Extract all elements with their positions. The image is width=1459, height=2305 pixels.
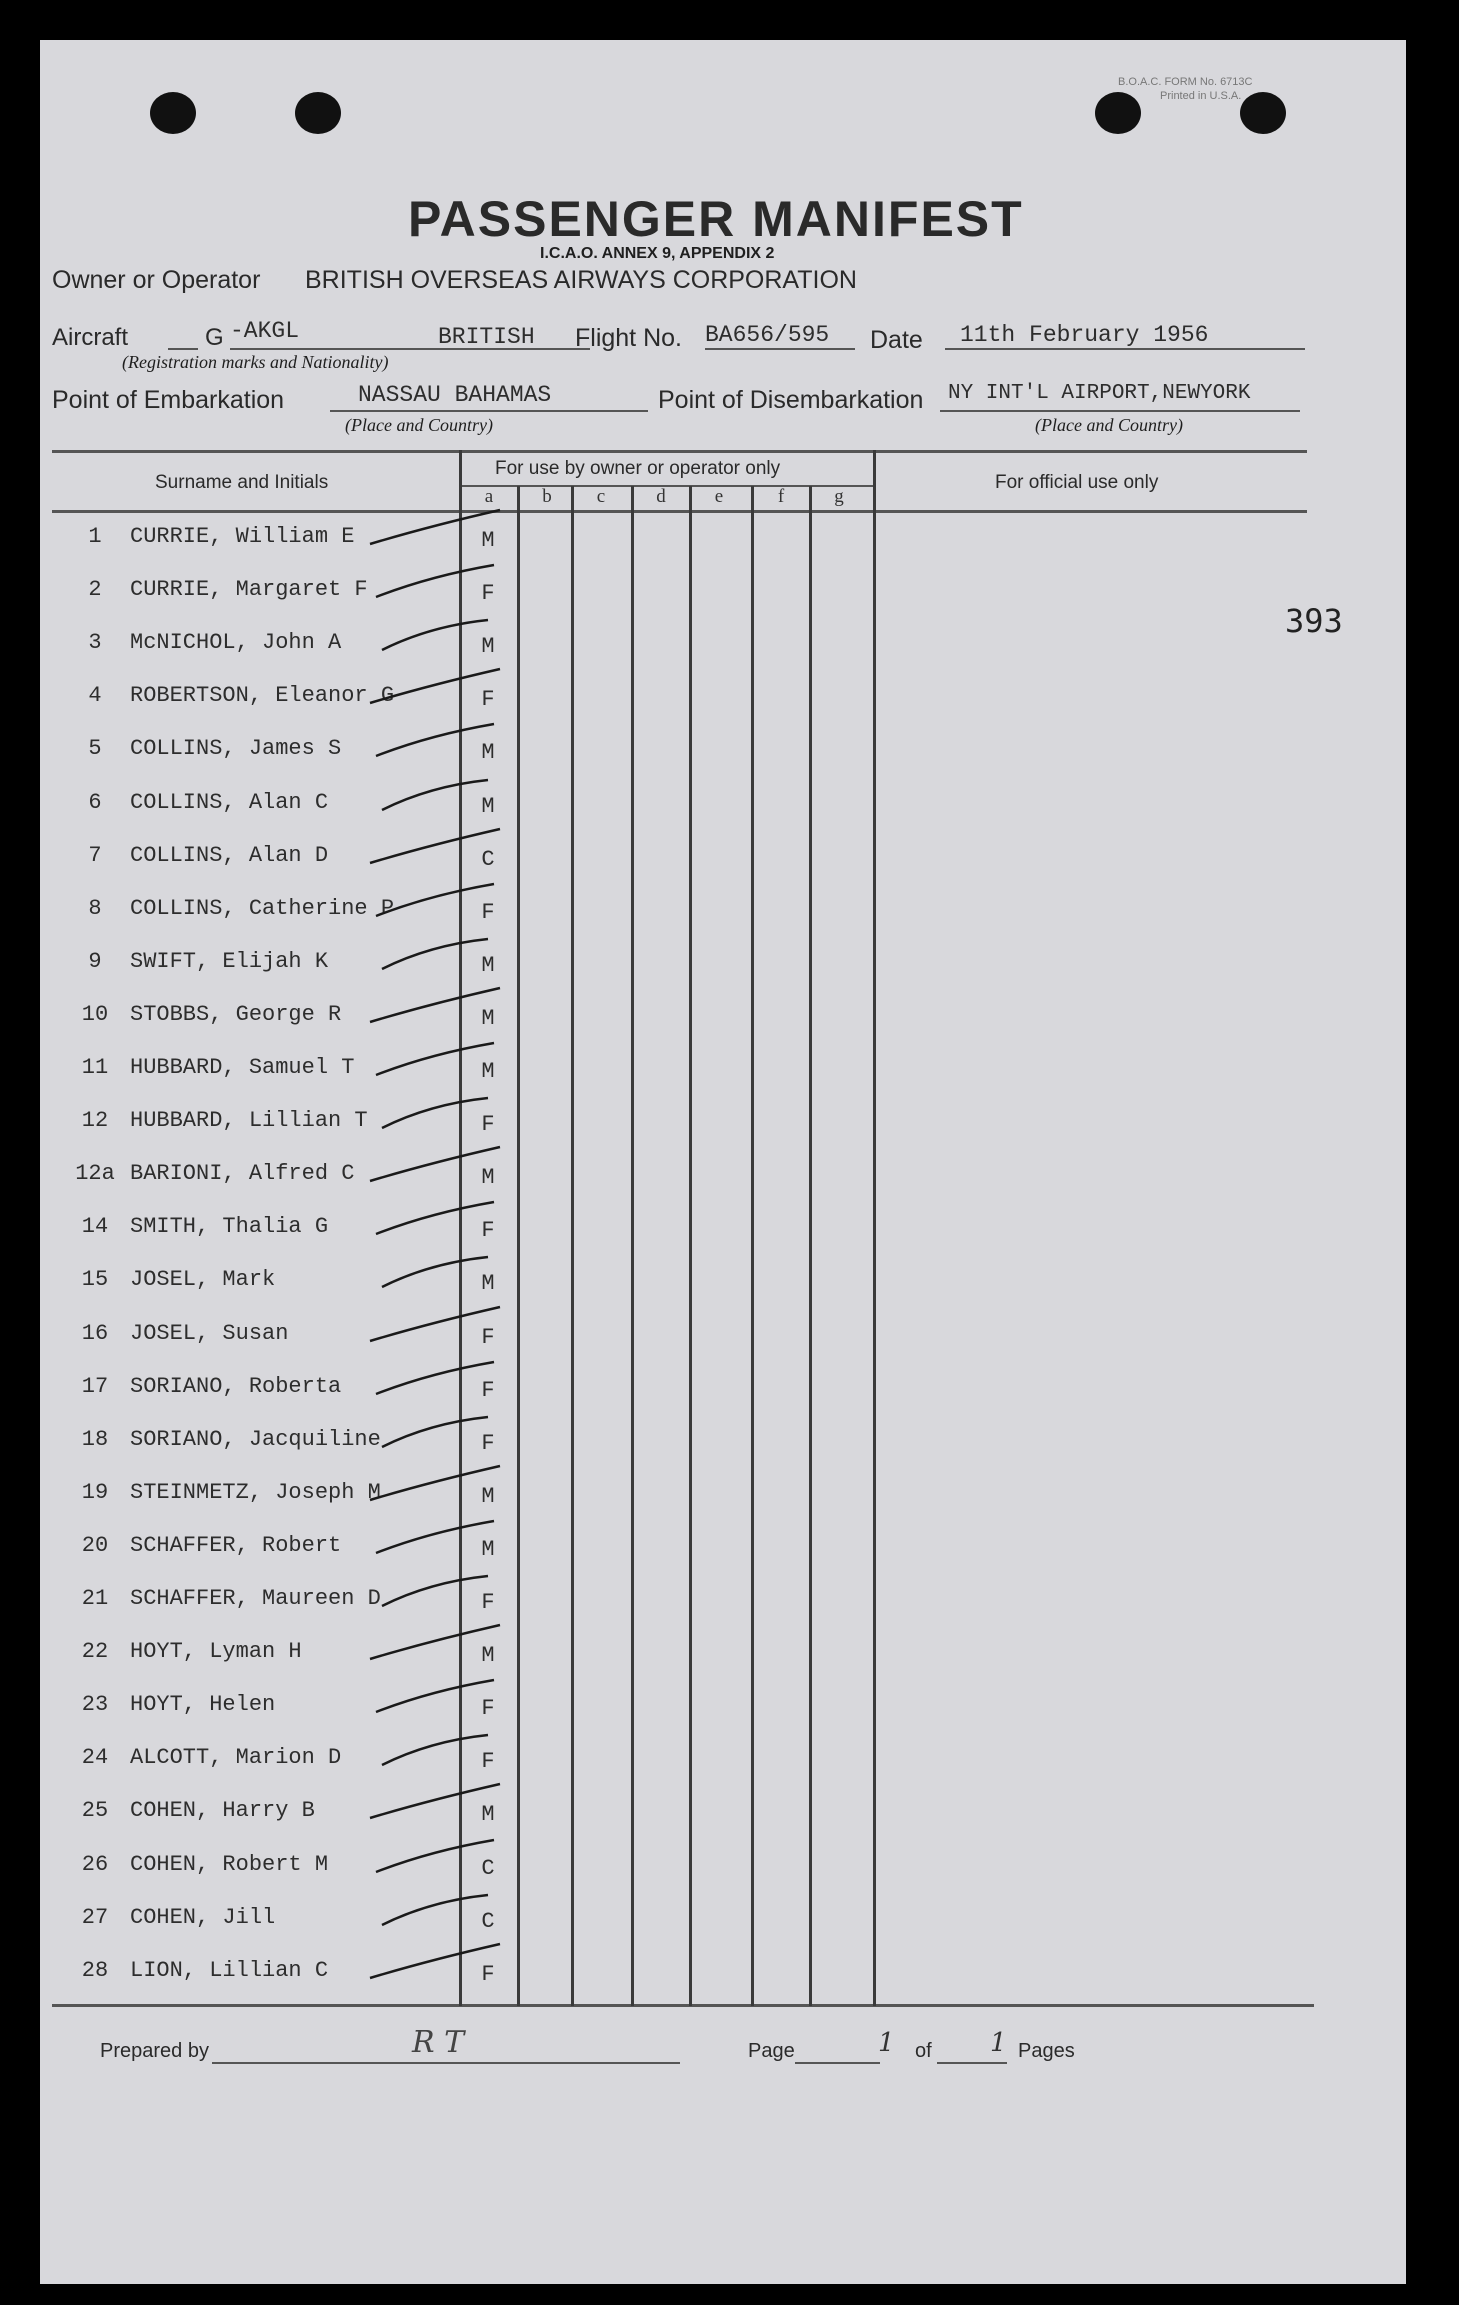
checkmark-stroke [350,1883,550,1943]
passenger-sex: M [481,1165,495,1191]
column-rule [751,486,754,2006]
passenger-sex: F [481,899,495,925]
passenger-number: 2 [88,577,102,603]
passenger-sex: M [481,1059,495,1084]
checkmark-stroke [350,1405,550,1465]
passenger-name: CURRIE, William E [130,524,355,549]
checkmark-stroke [350,1564,550,1624]
passenger-number: 17 [81,1373,109,1399]
page-value: 1 [878,2028,895,2058]
passenger-name: SCHAFFER, Maureen D [130,1586,381,1611]
passenger-sex: C [481,1908,495,1934]
flight-value: BA656/595 [705,322,830,348]
passenger-name: COLLINS, Catherine P [130,895,395,921]
passenger-sex: F [481,1112,495,1138]
passenger-number: 25 [81,1798,109,1824]
passenger-name: JOSEL, Susan [130,1320,289,1346]
passenger-name: SMITH, Thalia G [130,1214,329,1240]
aircraft-label: Aircraft [52,324,129,351]
form-number: B.O.A.C. FORM No. 6713C [1118,76,1253,88]
column-header-g: g [834,486,844,507]
passenger-number: 9 [88,948,102,974]
passenger-name: HUBBARD, Lillian T [130,1108,368,1134]
passenger-name: LION, Lillian C [130,1957,329,1983]
passenger-number: 24 [81,1745,109,1771]
embarkation-label: Point of Embarkation [52,386,285,414]
checkmark-stroke [350,1352,550,1412]
passenger-sex: F [481,581,495,607]
owner-value: BRITISH OVERSEAS AIRWAYS CORPORATION [305,266,857,294]
date-label: Date [870,326,923,354]
aircraft-caption: (Registration marks and Nationality) [122,352,389,372]
passenger-number: 15 [81,1267,109,1293]
checkmark-stroke [350,502,550,562]
of-label: of [915,2040,932,2062]
passenger-number: 8 [88,895,102,921]
embarkation-value: NASSAU BAHAMAS [358,382,552,408]
passenger-number: 23 [81,1692,109,1718]
passenger-sex: F [481,1696,495,1722]
checkmark-stroke [350,927,550,987]
disembarkation-label: Point of Disembarkation [658,386,924,414]
column-header-b: b [542,486,552,507]
checkmark-stroke [350,1458,550,1518]
passenger-number: 19 [81,1479,109,1505]
column-header-f: f [777,486,785,507]
passenger-number: 6 [88,789,102,815]
of-value: 1 [990,2028,1007,2058]
punch-hole-icon [295,92,341,134]
column-rule [689,486,692,2006]
passenger-name: HOYT, Helen [130,1692,276,1718]
passenger-name: STEINMETZ, Joseph M [130,1479,381,1505]
passenger-name: COHEN, Harry B [130,1798,315,1824]
checkmark-stroke [350,661,550,721]
checkmark-stroke [350,555,550,615]
passenger-name: BARIONI, Alfred C [130,1161,355,1187]
passenger-sex: M [481,1643,495,1669]
checkmark-stroke [350,714,550,774]
passenger-number: 18 [81,1426,109,1452]
checkmark-stroke [350,1245,550,1305]
punch-hole-icon [1095,92,1141,134]
page-title: PASSENGER MANIFEST [408,191,1024,247]
passenger-name: JOSEL, Mark [130,1267,276,1293]
passenger-sex: M [481,740,495,766]
checkmark-stroke [350,1830,550,1890]
passenger-number: 20 [81,1532,109,1558]
checkmark-stroke [350,1776,550,1836]
column-header-a: a [484,486,494,507]
passenger-sex: M [481,1483,495,1509]
passenger-name: STOBBS, George R [130,1001,342,1027]
passenger-sex: M [481,1005,495,1031]
form-printed-note: Printed in U.S.A. [1160,90,1242,102]
aircraft-nationality: BRITISH [438,324,535,350]
passenger-number: 28 [81,1957,109,1983]
surname-header: Surname and Initials [155,472,329,493]
passenger-sex: F [481,1324,495,1350]
checkmark-stroke [350,1936,550,1996]
disembarkation-caption: (Place and Country) [1035,415,1183,435]
passenger-sex: F [481,687,495,713]
passenger-number: 10 [81,1001,109,1027]
passenger-name: COHEN, Robert M [130,1851,329,1877]
column-rule [873,450,876,2006]
checkmark-stroke [350,1192,550,1252]
passenger-number: 1 [88,524,102,549]
owner-label: Owner or Operator [52,266,261,294]
disembarkation-value: NY INT'L AIRPORT,NEWYORK [948,382,1251,405]
passenger-number: 26 [81,1851,109,1877]
passenger-sex: M [481,1802,495,1828]
checkmark-stroke [350,1723,550,1783]
column-rule [571,486,574,2006]
passenger-number: 22 [81,1639,109,1665]
checkmark-stroke [350,1670,550,1730]
passenger-name: SORIANO, Roberta [130,1373,342,1399]
page-label: Page [748,2040,795,2062]
passenger-sex: F [481,1218,495,1244]
passenger-name: ROBERTSON, Eleanor G [130,683,395,709]
passenger-number: 5 [88,736,102,762]
embarkation-caption: (Place and Country) [345,415,493,435]
passenger-name: COHEN, Jill [130,1904,276,1930]
passenger-sex: F [481,1377,495,1403]
passenger-name: HOYT, Lyman H [130,1639,302,1665]
passenger-sex: C [481,846,495,872]
passenger-name: SORIANO, Jacquiline [130,1426,381,1452]
aircraft-prefix: G [205,324,224,351]
passenger-number: 21 [81,1586,109,1611]
passenger-number: 16 [81,1320,109,1346]
form-subtitle: I.C.A.O. ANNEX 9, APPENDIX 2 [540,245,775,262]
passenger-name: McNICHOL, John A [130,630,342,656]
manifest-sheet [40,40,1406,2284]
prepared-by-signature: R T [412,2025,465,2060]
passenger-name: SWIFT, Elijah K [130,948,329,974]
checkmark-stroke [350,1139,550,1199]
passenger-sex: M [481,793,495,819]
passenger-name: COLLINS, James S [130,736,342,762]
passenger-number: 3 [88,630,102,656]
column-header-d: d [656,486,666,507]
checkmark-stroke [350,1511,550,1571]
passenger-number: 14 [81,1214,109,1240]
checkmark-stroke [350,1086,550,1146]
checkmark-stroke [350,1299,550,1359]
checkmark-stroke [350,1033,550,1093]
prepared-by-label: Prepared by [100,2040,209,2062]
passenger-sex: M [481,528,495,553]
owner-use-header: For use by owner or operator only [495,458,781,479]
passenger-sex: M [481,634,495,660]
checkmark-stroke [350,608,550,668]
column-header-c: c [596,486,606,507]
punch-hole-icon [1240,92,1286,134]
date-value: 11th February 1956 [960,322,1209,348]
column-header-e: e [714,486,724,507]
aircraft-registration: -AKGL [230,318,300,344]
passenger-name: ALCOTT, Marion D [130,1745,342,1771]
pages-label: Pages [1018,2040,1075,2062]
punch-hole-icon [150,92,196,134]
passenger-sex: F [481,1749,495,1775]
passenger-sex: F [481,1590,495,1615]
passenger-name: HUBBARD, Samuel T [130,1055,355,1080]
stamp-number: 393 [1285,602,1343,640]
checkmark-stroke [350,768,550,828]
passenger-name: SCHAFFER, Robert [130,1532,342,1558]
passenger-sex: M [481,952,495,978]
passenger-number: 12 [81,1108,109,1134]
official-use-header: For official use only [995,472,1159,493]
checkmark-stroke [350,874,550,934]
passenger-number: 12a [75,1161,115,1187]
flight-label: Flight No. [575,324,682,352]
passenger-sex: M [481,1536,495,1562]
passenger-sex: M [481,1271,495,1297]
passenger-sex: F [481,1430,495,1456]
column-rule [631,486,634,2006]
passenger-name: COLLINS, Alan C [130,789,329,815]
passenger-number: 4 [88,683,102,709]
passenger-number: 27 [81,1904,109,1930]
passenger-number: 7 [88,842,102,868]
column-rule [809,486,812,2006]
checkmark-stroke [350,821,550,881]
checkmark-stroke [350,1617,550,1677]
passenger-name: CURRIE, Margaret F [130,577,368,603]
passenger-sex: C [481,1855,495,1881]
passenger-name: COLLINS, Alan D [130,842,329,868]
checkmark-stroke [350,980,550,1040]
passenger-number: 11 [81,1055,109,1080]
passenger-sex: F [481,1961,495,1987]
